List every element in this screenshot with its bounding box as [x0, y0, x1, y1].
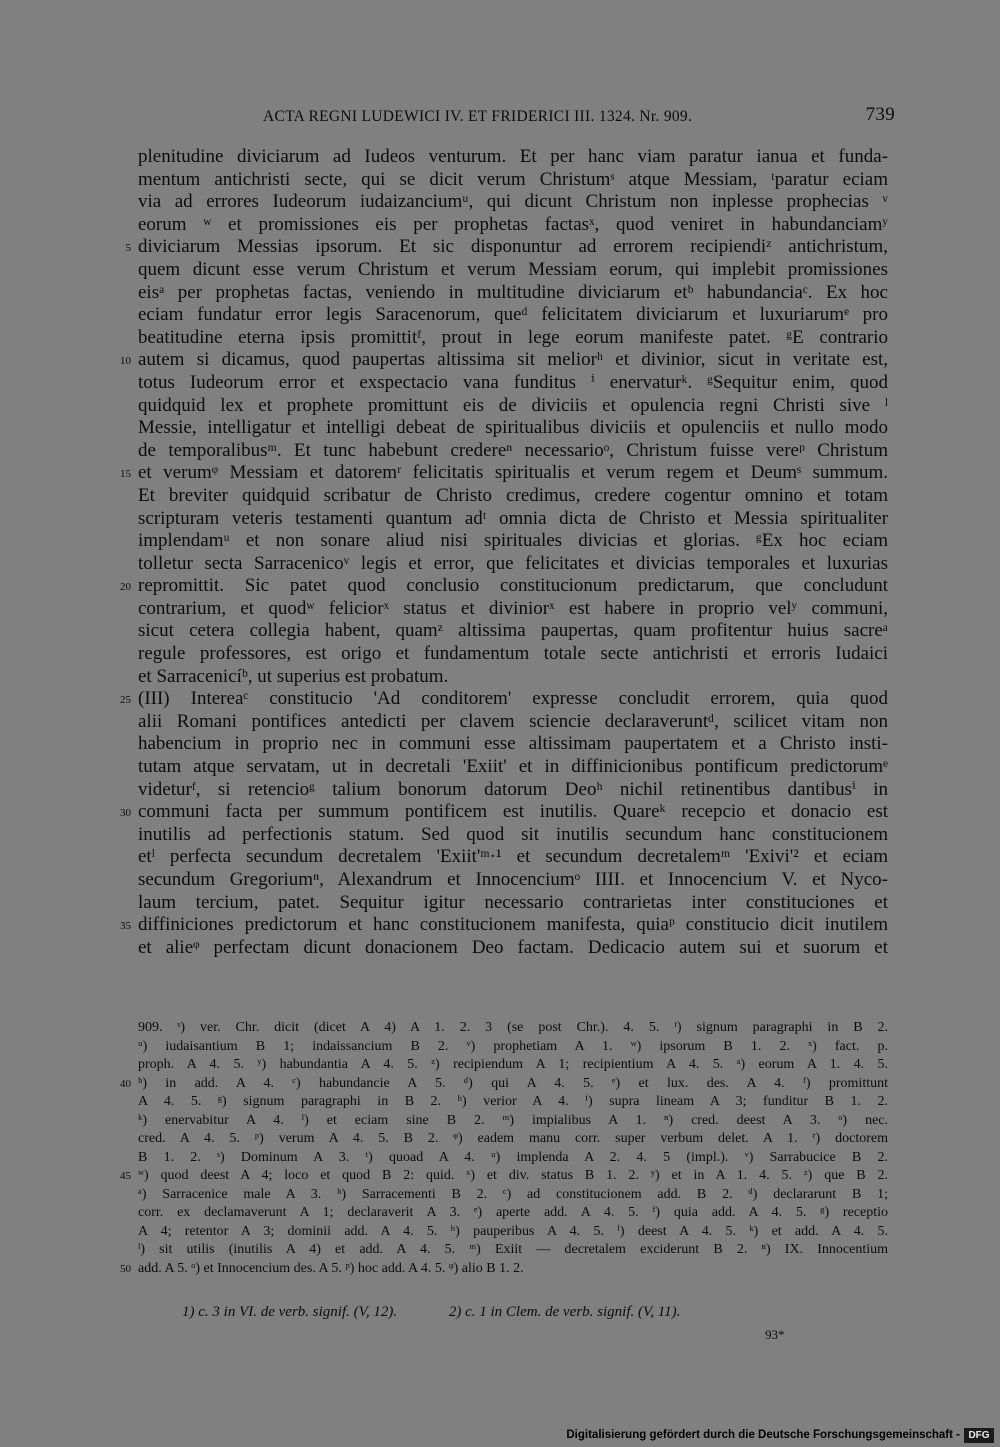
- line-text: videturᶠ, si retencioᵍ talium bonorum datorum Deoʰ nichil retinentibus dantibusⁱ in: [138, 778, 888, 800]
- line-number: 15: [120, 468, 131, 481]
- note-line: [138, 1130, 888, 1149]
- line-text: et verumᵠ Messiam et datoremʳ felicitatis spiritualis et verum regem et Deumˢ summum.: [138, 462, 888, 484]
- text-line: [138, 756, 888, 779]
- reference-1: 1) c. 3 in VI. de verb. signif. (V, 12).: [182, 1304, 398, 1320]
- text-line: [138, 869, 888, 892]
- text-line: [138, 892, 888, 915]
- line-text: Messie, intelligatur et intelligi debeat de spiritualibus diviciis et opulenciis et nullo modo: [138, 417, 888, 439]
- dfg-logo: DFG: [964, 1428, 994, 1443]
- line-text: diviciarum Messias ipsorum. Et sic disponuntur ad errorem recipiendiᶻ antichristum,: [138, 236, 888, 258]
- note-line: [138, 1186, 888, 1205]
- text-line: [138, 779, 888, 802]
- line-text: A 4. 5. ᵍ) signum paragraphi in B 2. ʰ) verior A 4. ⁱ) supra lineam A 3; funditur B 1. 2.: [138, 1094, 888, 1109]
- main-text: [120, 146, 888, 959]
- text-line: [120, 462, 888, 485]
- text-line: [138, 711, 888, 734]
- running-title: ACTA REGNI LUDEWICI IV. ET FRIDERICI III. 1324. Nr. 909.: [263, 108, 693, 125]
- critical-apparatus: [120, 1019, 888, 1278]
- line-text: tolletur secta Sarracenicoᵛ legis et error, que felicitates et divicias temporales et luxurias: [138, 552, 888, 574]
- line-number: 20: [120, 581, 131, 594]
- line-text: repromittit. Sic patet quod conclusio constitucionum predictarum, que concludunt: [138, 575, 888, 597]
- line-text: etˡ perfecta secundum decretalem 'Exiit'ᵐ·¹ et secundum decretalemᵐ 'Exivi'² et eciam: [138, 846, 888, 868]
- text-line: [138, 530, 888, 553]
- line-text: proph. A 4. 5. ʸ) habundantia A 4. 5. ᶻ) recipiendum A 1; recipientium A 4. 5. ᵃ) eorum A 1. 4. 5.: [138, 1057, 888, 1072]
- text-line: [138, 598, 888, 621]
- text-line: [138, 553, 888, 576]
- line-text: B 1. 2. ˢ) Dominum A 3. ᵗ) quoad A 4. ᵘ) implenda A 2. 4. 5 (impl.). ᵛ) Sarrabucice B 2.: [138, 1149, 888, 1165]
- line-text: quem dicunt esse verum Christum et verum Messiam eorum, qui implebit promissiones: [138, 258, 888, 280]
- note-line: [138, 1223, 888, 1242]
- funding-credit: Digitalisierung gefördert durch die Deutsche Forschungsgemeinschaft -: [566, 1429, 960, 1441]
- text-line: [125, 236, 888, 259]
- line-text: Et breviter quidquid scribatur de Christo credimus, credere cogentur omnino et totam: [138, 484, 888, 506]
- running-header: [255, 104, 895, 128]
- note-line: [120, 1260, 888, 1279]
- text-line: [138, 666, 888, 689]
- note-line: [120, 1075, 888, 1094]
- line-number: 25: [120, 694, 131, 707]
- line-text: 909. ˢ) ver. Chr. dicit (dicet A 4) A 1. 2. 3 (se post Chr.). 4. 5. ᵗ) signum paragraphi in B 2.: [138, 1020, 888, 1035]
- text-line: [138, 620, 888, 643]
- references: [182, 1304, 728, 1321]
- line-number: 45: [120, 1170, 131, 1182]
- line-text: plenitudine diviciarum ad Iudeos venturum. Et per hanc viam paratur ianua et funda-: [138, 146, 888, 167]
- line-text: totus Iudeorum error et exspectacio vana funditus ⁱ enervaturᵏ. ᵍSequitur enim, quod: [138, 371, 888, 393]
- note-line: [138, 1093, 888, 1112]
- text-line: [138, 417, 888, 440]
- page-number: 739: [865, 104, 895, 125]
- line-text: cred. A 4. 5. ᵖ) verum A 4. 5. B 2. ᵠ) eadem manu corr. super verbum delet. A 1. ʳ) doctorem: [138, 1131, 888, 1146]
- line-text: A 4; retentor A 3; dominii add. A 4. 5. ʰ) pauperibus A 4. 5. ⁱ) deest A 4. 5. ᵏ) et add. A 4. 5.: [138, 1223, 888, 1239]
- line-text: ᵏ) enervabitur A 4. ˡ) et eciam sine B 2. ᵐ) impialibus A 1. ⁿ) cred. deest A 3. ᵒ) nec.: [138, 1112, 888, 1128]
- footer-bar: [0, 1425, 1000, 1447]
- line-number: 10: [120, 355, 131, 368]
- text-line: [138, 372, 888, 395]
- line-text: ʷ) quod deest A 4; loco et quod B 2: quid. ˣ) et div. status B 1. 2. ʸ) et in A 1. 4. 5. ᶻ) que B 2.: [138, 1168, 888, 1183]
- note-line: [138, 1204, 888, 1223]
- line-text: beatitudine eterna ipsis promittitᶠ, prout in lege eorum manifeste patet. ᵍE contrario: [138, 326, 888, 348]
- text-line: [120, 801, 888, 824]
- line-text: communi facta per summum pontificem est inutilis. Quareᵏ recepcio et donacio est: [138, 801, 888, 823]
- line-text: ˡ) sit utilis (inutilis A 4) et add. A 4. 5. ᵐ) Exiit — decretalem exciderunt B 2. ⁿ) IX. Innocentium: [138, 1242, 888, 1257]
- text-line: [120, 688, 888, 711]
- text-line: [138, 259, 888, 282]
- note-line: [138, 1149, 888, 1168]
- line-text: secundum Gregoriumⁿ, Alexandrum et Innocenciumᵒ IIII. et Innocencium V. et Nyco-: [138, 869, 888, 890]
- line-text: alii Romani pontifices antedicti per clavem sciencie declaraveruntᵈ, scilicet vitam non: [138, 710, 888, 732]
- text-line: [138, 395, 888, 418]
- line-text: et Sarracenicíᵇ, ut superius est probatum.: [138, 665, 449, 687]
- line-number: 35: [120, 920, 131, 933]
- line-text: et alieᵠ perfectam dicunt donacionem Deo factam. Dedicacio autem sui et suorum et: [138, 936, 888, 958]
- line-text: regule professores, est origo et fundamentum totale secte antichristi et erroris Iudaici: [138, 643, 888, 665]
- line-text: autem si dicamus, quod paupertas altissima sit meliorʰ et divinior, sicut in veritate est,: [138, 349, 888, 371]
- line-text: eisᵃ per prophetas factas, veniendo in multitudine diviciarum etᵇ habundanciaᶜ. Ex hoc: [138, 281, 888, 303]
- line-text: ᵃ) Sarracenice male A 3. ᵇ) Sarracementi B 2. ᶜ) ad constitucionem add. B 2. ᵈ) declararunt B 1;: [138, 1186, 888, 1202]
- line-text: implendamᵘ et non sonare aliud nisi spirituales divicias et glorias. ᵍEx hoc eciam: [138, 530, 888, 552]
- reference-2: 2) c. 1 in Clem. de verb. signif. (V, 11).: [448, 1304, 681, 1320]
- note-line: [138, 1112, 888, 1131]
- text-line: [138, 485, 888, 508]
- line-text: habencium in proprio nec in communi esse altissimam paupertatem et a Christo insti-: [138, 733, 888, 755]
- text-line: [138, 327, 888, 350]
- line-text: laum tercium, patet. Sequitur igitur necessario contrarietas inter constituciones et: [138, 891, 888, 913]
- line-text: via ad errores Iudeorum iudaizanciumᵘ, qui dicunt Christum non inplesse prophecias ᵛ: [138, 191, 888, 213]
- line-text: tutam atque servatam, ut in decretali 'Exiit' et in diffinicionibus pontificum predictorumᵉ: [138, 756, 888, 778]
- line-text: diffiniciones predictorum et hanc constitucionem manifesta, quiaᵖ constitucio dicit inutilem: [138, 914, 888, 936]
- line-text: ᵇ) in add. A 4. ᶜ) habundancie A 5. ᵈ) qui A 4. 5. ᵉ) et lux. des. A 4. ᶠ) promittunt: [138, 1075, 888, 1091]
- line-text: quidquid lex et prophete promittunt eis de diviciis et opulencia regni Christi sive ˡ: [138, 394, 888, 416]
- note-line: [138, 1019, 888, 1038]
- note-line: [138, 1056, 888, 1075]
- text-line: [138, 191, 888, 214]
- text-line: [120, 914, 888, 937]
- note-line: [138, 1038, 888, 1057]
- text-line: [138, 169, 888, 192]
- note-line: [120, 1167, 888, 1186]
- line-number: 50: [120, 1262, 131, 1275]
- line-text: (III) Intereaᶜ constitucio 'Ad conditorem' expresse concludit errorem, quia quod: [138, 688, 888, 710]
- text-line: [138, 214, 888, 237]
- text-line: [138, 282, 888, 305]
- note-line: [138, 1241, 888, 1260]
- text-line: [138, 846, 888, 869]
- text-line: [138, 440, 888, 463]
- text-line: [138, 146, 888, 169]
- line-text: eciam fundatur error legis Saracenorum, queᵈ felicitatem diviciarum et luxuriarumᵉ pro: [138, 304, 888, 326]
- text-line: [138, 937, 888, 960]
- line-text: eorum ʷ et promissiones eis per prophetas factasˣ, quod veniret in habundanciamʸ: [138, 213, 888, 235]
- line-text: scripturam veteris testamenti quantum adᵗ omnia dicta de Christo et Messia spiritualiter: [138, 507, 888, 529]
- line-text: inutilis ad perfectionis statum. Sed quod sit inutilis secundum hanc constitucionem: [138, 823, 888, 845]
- line-text: sicut cetera collegia habent, quamᶻ altissima paupertas, quam profitentur huius sacreᵃ: [138, 620, 888, 642]
- line-text: corr. ex declamaverunt A 1; declaraverit A 3. ᵉ) aperte add. A 4. 5. ᶠ) quia add. A 4. 5. ᵍ) receptio: [138, 1205, 888, 1220]
- line-number: 5: [125, 242, 131, 255]
- text-line: [138, 733, 888, 756]
- text-line: [138, 643, 888, 666]
- text-line: [120, 575, 888, 598]
- signature-mark: 93*: [765, 1327, 785, 1342]
- text-line: [138, 824, 888, 847]
- line-text: mentum antichristi secte, qui se dicit verum Christumˢ atque Messiam, ᵗparatur eciam: [138, 168, 888, 190]
- line-number: 30: [120, 807, 131, 820]
- text-line: [138, 304, 888, 327]
- text-line: [138, 508, 888, 531]
- line-text: de temporalibusᵐ. Et tunc habebunt credereⁿ necessarioᵒ, Christum fuisse vereᵖ Christum: [138, 439, 888, 461]
- text-line: [120, 349, 888, 372]
- line-text: add. A 5. ᵒ) et Innocencium des. A 5. ᵖ) hoc add. A 4. 5. ᵠ) alio B 1. 2.: [138, 1260, 524, 1276]
- line-text: ᵘ) iudaisantium B 1; indaissancium B 2. ᵛ) prophetiam A 1. ʷ) ipsorum B 1. 2. ˣ) fact. p.: [138, 1038, 888, 1054]
- line-number: 40: [120, 1077, 131, 1090]
- line-text: contrarium, et quodʷ feliciorˣ status et diviniorˣ est habere in proprio velʸ communi,: [138, 597, 888, 619]
